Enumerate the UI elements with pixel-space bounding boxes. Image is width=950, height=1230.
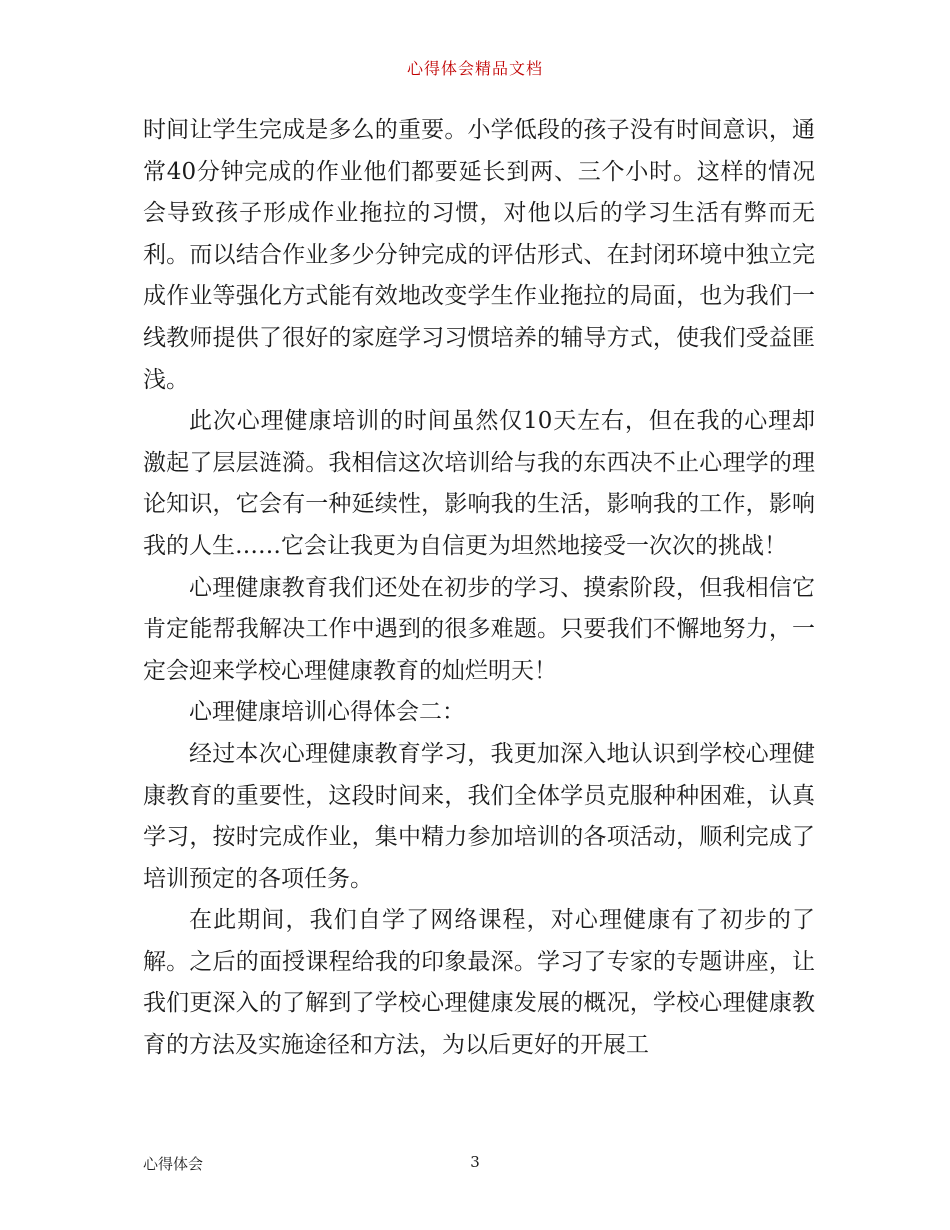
paragraph-5: 在此期间，我们自学了网络课程，对心理健康有了初步的了解。之后的面授课程给我的印象最深。学习了专家的专题讲座，让我们更深入的了解到了学校心理健康发展的概况，学校心理健康教育的方法及实施途径和方法，为以后更好的开展工 — [143, 907, 815, 1059]
section-heading: 心理健康培训心得体会二： — [189, 699, 465, 726]
page-header-title: 心得体会精品文档 — [406, 59, 543, 78]
document-body — [143, 110, 815, 1067]
footer-label: 心得体会 — [143, 1155, 204, 1173]
paragraph-4: 经过本次心理健康教育学习，我更加深入地认识到学校心理健康教育的重要性，这段时间来，我们全体学员克服种种困难，认真学习，按时完成作业，集中精力参加培训的各项活动，顺利完成了培训预定的各项任务。 — [143, 740, 815, 892]
page-number: 3 — [470, 1153, 480, 1171]
paragraph-3: 心理健康教育我们还处在初步的学习、摸索阶段，但我相信它肯定能帮我解决工作中遇到的很多难题。只要我们不懈地努力，一定会迎来学校心理健康教育的灿烂明天！ — [143, 574, 815, 684]
paragraph-1: 时间让学生完成是多么的重要。小学低段的孩子没有时间意识，通常40分钟完成的作业他们都要延长到两、三个小时。这样的情况会导致孩子形成作业拖拉的习惯，对他以后的学习生活有弊而无利。而以结合作业多少分钟完成的评估形式、在封闭环境中独立完成作业等强化方式能有效地改变学生作业拖拉的局面，也为我们一线教师提供了很好的家庭学习习惯培养的辅导方式，使我们受益匪浅。 — [143, 117, 815, 393]
paragraph-2: 此次心理健康培训的时间虽然仅10天左右，但在我的心理却激起了层层涟漪。我相信这次培训给与我的东西决不止心理学的理论知识，它会有一种延续性，影响我的生活，影响我的工作，影响我的人生……它会让我更为自信更为坦然地接受一次次的挑战！ — [143, 408, 815, 559]
